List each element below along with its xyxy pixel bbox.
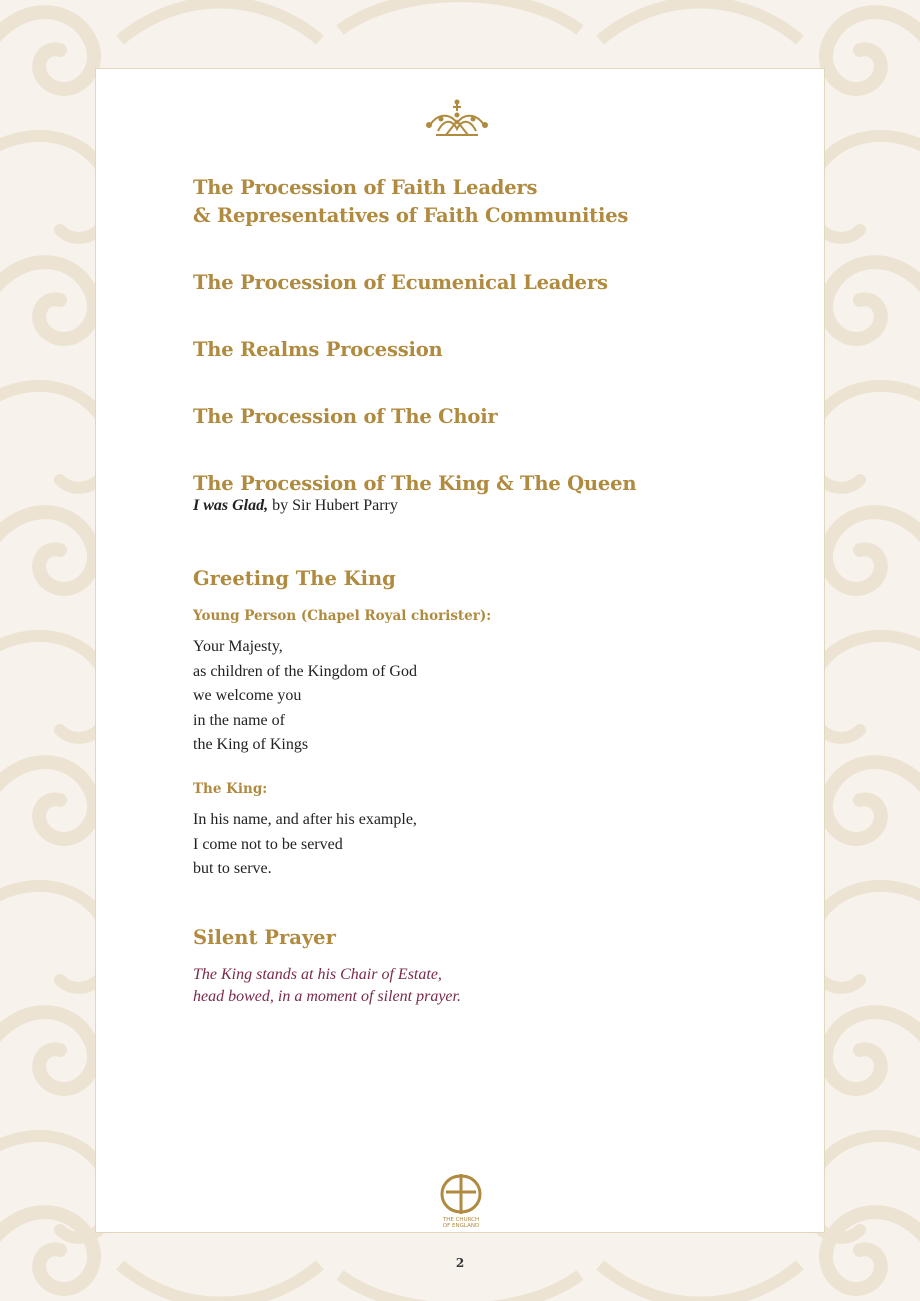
order-of-service-page xyxy=(95,68,825,1233)
speaker-the-king: The King: xyxy=(193,780,268,797)
prayer-rubric xyxy=(193,964,793,1008)
heading-king-queen-procession: The Procession of The King & The Queen xyxy=(193,472,637,495)
text-line: in the name of xyxy=(193,711,285,729)
rubric-line: head bowed, in a moment of silent prayer. xyxy=(193,987,461,1005)
heading-choir-procession: The Procession of The Choir xyxy=(193,405,498,428)
page-number: 2 xyxy=(455,1256,465,1270)
logo-text-line1: THE CHURCH xyxy=(442,1217,480,1223)
church-of-england-logo xyxy=(438,1172,484,1230)
rubric-line: The King stands at his Chair of Estate, xyxy=(193,965,442,983)
heading-silent-prayer: Silent Prayer xyxy=(193,925,336,949)
text-line: Your Majesty, xyxy=(193,638,283,655)
text-line: as children of the Kingdom of God xyxy=(193,662,417,680)
heading-line: The Procession of Faith Leaders xyxy=(193,176,538,199)
text-line: but to serve. xyxy=(193,860,272,878)
heading-line: & Representatives of Faith Communities xyxy=(193,204,629,227)
heading-realms-procession: The Realms Procession xyxy=(193,338,443,361)
speaker-young-person: Young Person (Chapel Royal chorister): xyxy=(193,608,492,624)
anthem-title: I was Glad, xyxy=(193,497,269,514)
text-line: the King of Kings xyxy=(193,736,309,754)
heading-faith-leaders xyxy=(193,174,793,230)
text-line: we welcome you xyxy=(193,687,302,705)
text-line: In his name, and after his example, xyxy=(193,810,417,828)
logo-text-line2: OF ENGLAND xyxy=(442,1223,480,1229)
anthem-composer: by Sir Hubert Parry xyxy=(268,497,398,514)
king-response-text xyxy=(193,808,793,882)
heading-ecumenical-leaders: The Procession of Ecumenical Leaders xyxy=(193,271,608,294)
crown-icon xyxy=(424,99,490,141)
text-line: I come not to be served xyxy=(193,835,343,853)
service-content xyxy=(193,174,793,1008)
greeting-text xyxy=(193,635,793,758)
heading-greeting-the-king: Greeting The King xyxy=(193,567,396,590)
anthem-line xyxy=(193,496,793,516)
